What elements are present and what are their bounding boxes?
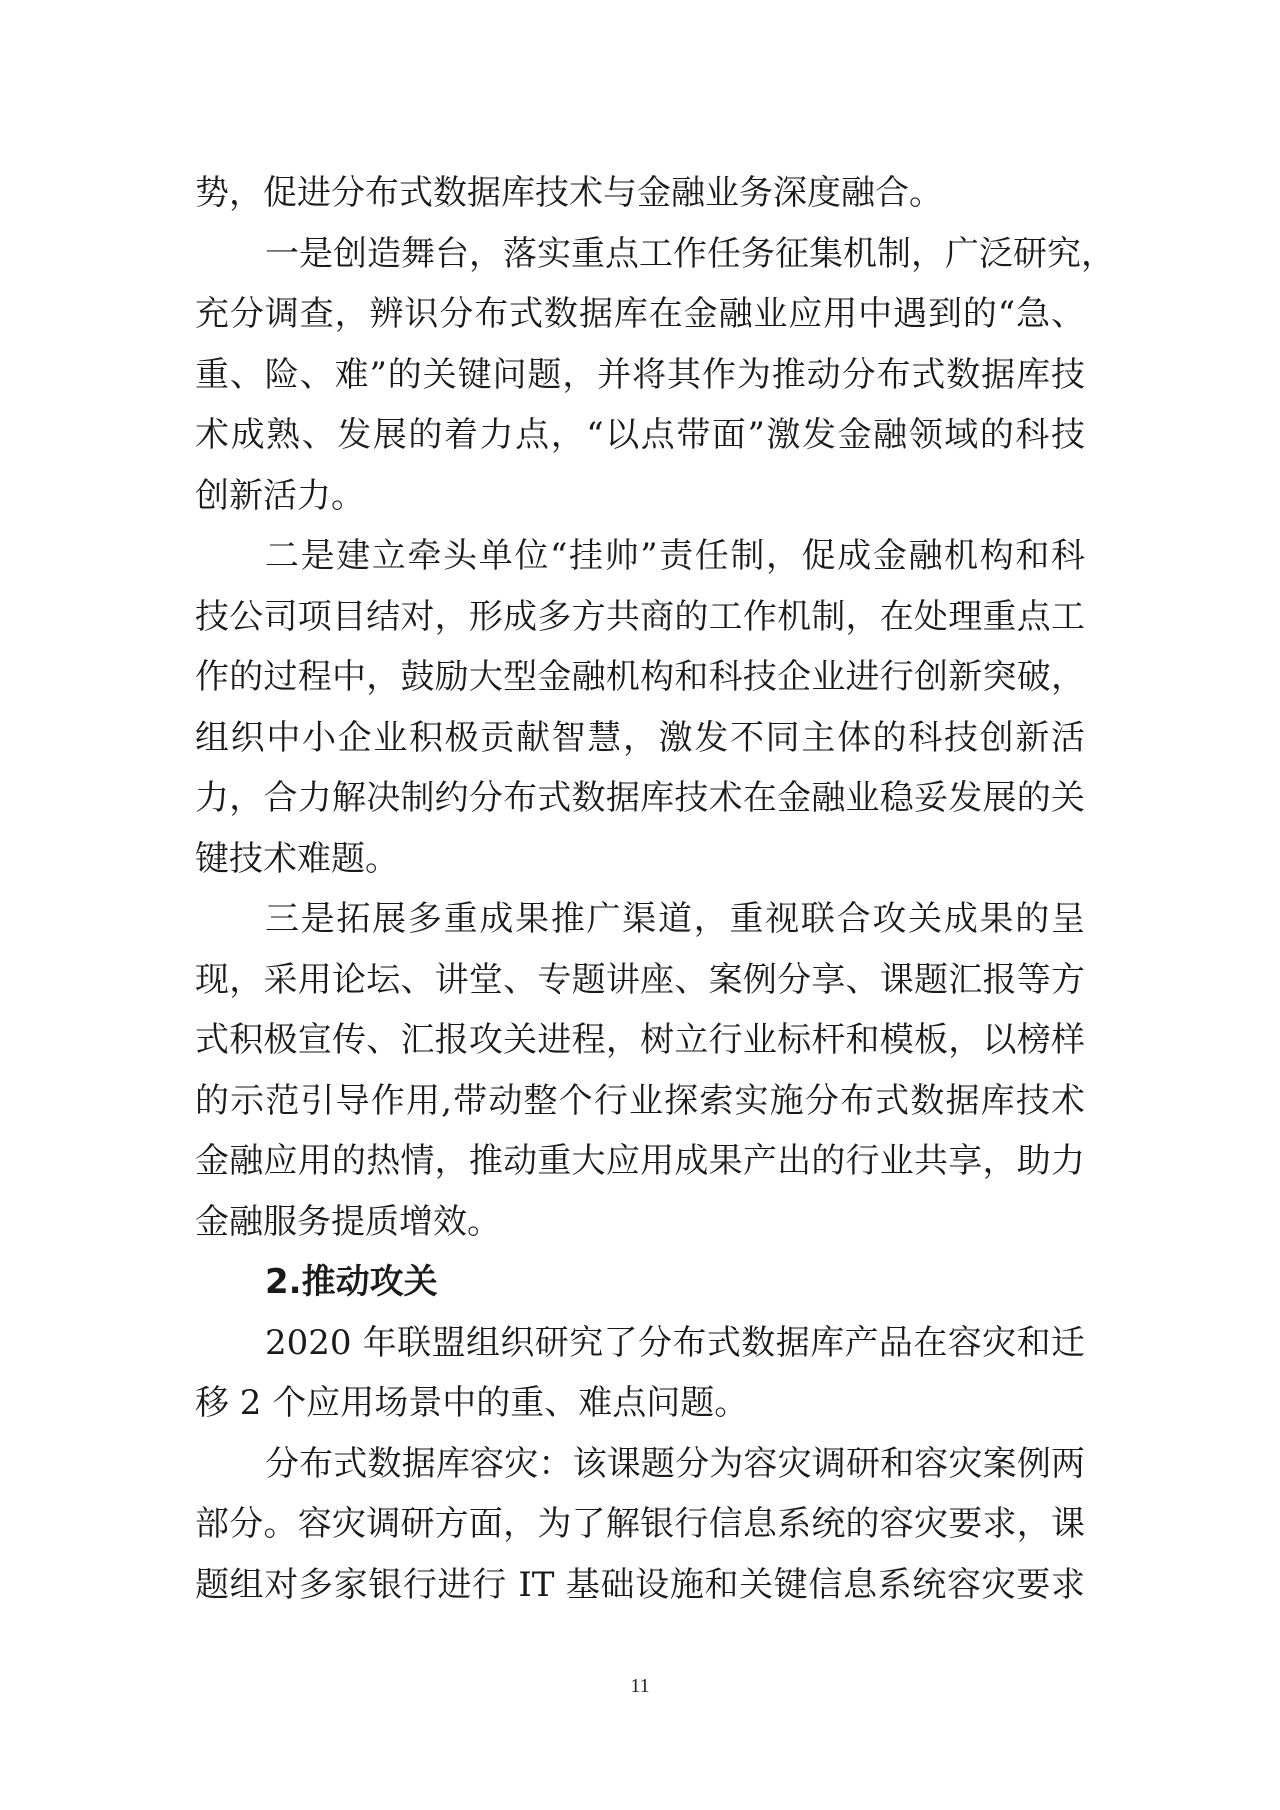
- body-line: 作的过程中，鼓励大型金融机构和科技企业进行创新突破，: [195, 657, 1085, 697]
- body-line: 势，促进分布式数据库技术与金融业务深度融合。: [195, 173, 943, 213]
- body-line: 的示范引导作用,带动整个行业探索实施分布式数据库技术: [195, 1080, 1085, 1121]
- body-line: 二是建立牵头单位“挂帅”责任制，促成金融机构和科: [265, 536, 1085, 576]
- body-line: 式积极宣传、汇报攻关进程，树立行业标杆和模板，以榜样: [195, 1020, 1085, 1060]
- body-line: 组织中小企业积极贡献智慧，激发不同主体的科技创新活: [195, 717, 1085, 758]
- body-line: 技公司项目结对，形成多方共商的工作机制，在处理重点工: [195, 596, 1085, 637]
- body-line: 移 2 个应用场景中的重、难点问题。: [195, 1383, 749, 1423]
- body-line: 2020 年联盟组织研究了分布式数据库产品在容灾和迁: [265, 1322, 1085, 1363]
- body-line: 金融服务提质增效。: [195, 1201, 501, 1242]
- body-line: 充分调查，辨识分布式数据库在金融业应用中遇到的“急、: [195, 294, 1085, 334]
- body-line: 键技术难题。: [195, 838, 399, 879]
- body-line: 力，合力解决制约分布式数据库技术在金融业稳妥发展的关: [195, 778, 1085, 818]
- body-line: 金融应用的热情，推动重大应用成果产出的行业共享，助力: [195, 1141, 1085, 1181]
- body-line: 重、险、难”的关键问题，并将其作为推动分布式数据库技: [195, 354, 1085, 395]
- body-line: 三是拓展多重成果推广渠道，重视联合攻关成果的呈: [265, 899, 1085, 939]
- body-line: 创新活力。: [195, 475, 365, 516]
- section-heading: 2.推动攻关: [265, 1262, 438, 1302]
- body-line: 一是创造舞台，落实重点工作任务征集机制，广泛研究，: [265, 233, 1115, 274]
- body-line: 部分。容灾调研方面，为了解银行信息系统的容灾要求，课: [195, 1504, 1085, 1544]
- page-number: 11: [630, 1675, 650, 1697]
- body-line: 分布式数据库容灾：该课题分为容灾调研和容灾案例两: [265, 1443, 1085, 1484]
- document-body: [195, 163, 1115, 1615]
- body-line: 术成熟、发展的着力点，“以点带面”激发金融领域的科技: [195, 415, 1085, 455]
- body-line: 现，采用论坛、讲堂、专题讲座、案例分享、课题汇报等方: [195, 959, 1085, 1000]
- body-line: 题组对多家银行进行 IT 基础设施和关键信息系统容灾要求: [195, 1564, 1085, 1605]
